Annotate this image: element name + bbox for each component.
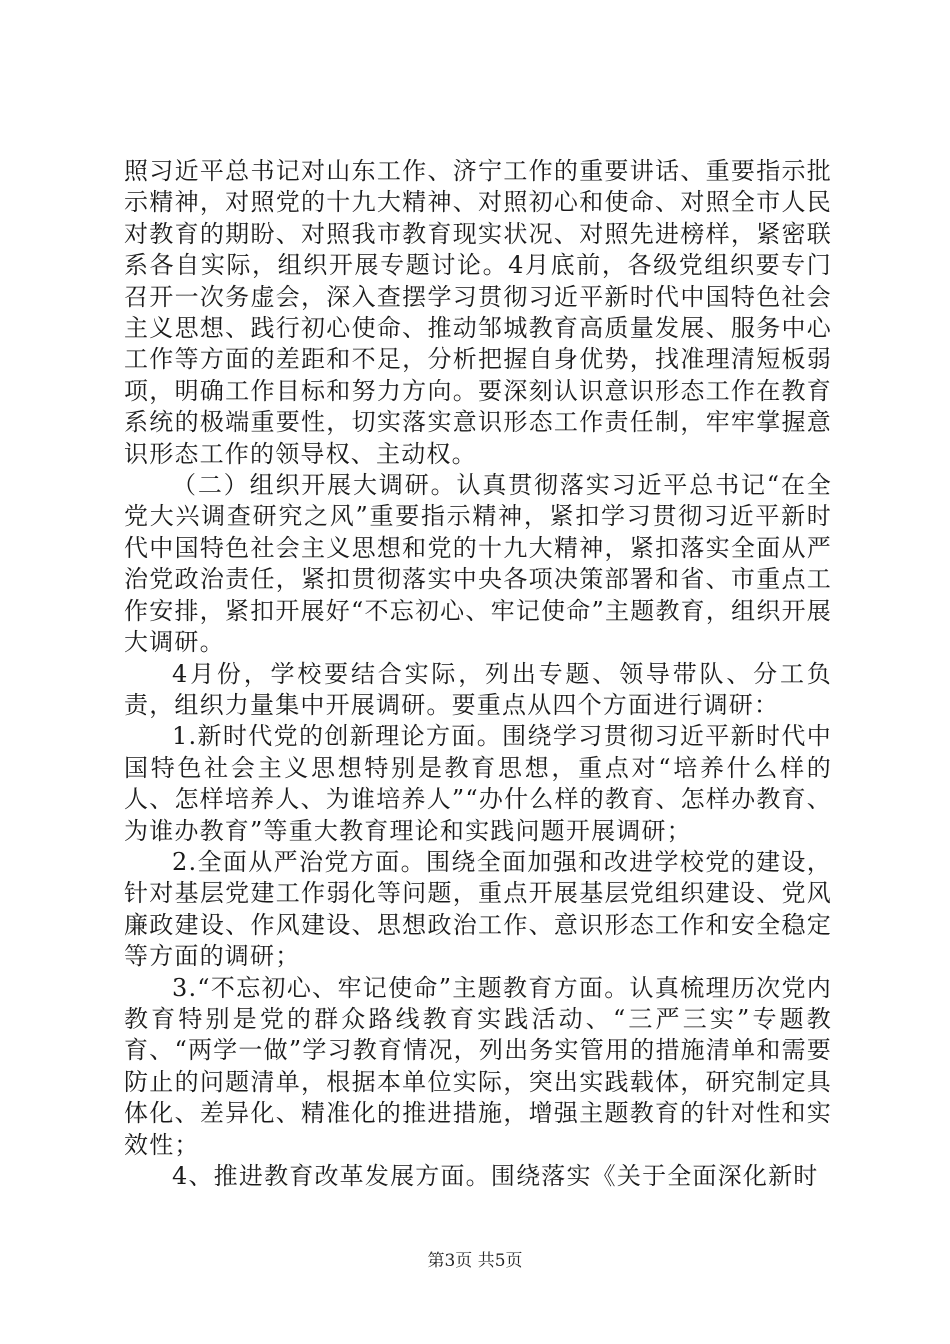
paragraph-section-two: （二）组织开展大调研。认真贯彻落实习近平总书记“在全党大兴调查研究之风”重要指示精神，紧扣学习贯彻习近平新时代中国特色社会主义思想和党的十九大精神，紧扣落实全面从严治党政治责任，紧扣贯彻落实中央各项决策部署和省、市重点工作安排，紧扣开展好“不忘初心、牢记使命”主题教育，组织开展大调研。 [124,471,832,657]
paragraph-item-3: 3.“不忘初心、牢记使命”主题教育方面。认真梳理历次党内教育特别是党的群众路线教育实践活动、“三严三实”专题教育、“两学一做”学习教育情况，列出务实管用的措施清单和需要防止的问题清单，根据本单位实际，突出实践载体，研究制定具体化、差异化、精准化的推进措施，增强主题教育的针对性和实效性； [124,973,832,1159]
paragraph-item-4: 4、推进教育改革发展方面。围绕落实《关于全面深化新时 [172,1162,819,1190]
document-body [124,156,832,1192]
page-footer: 第3页 共5页 [427,1251,523,1271]
paragraph-item-1: 1.新时代党的创新理论方面。围绕学习贯彻习近平新时代中国特色社会主义思想特别是教育思想，重点对“培养什么样的人、怎样培养人、为谁培养人”“办什么样的教育、怎样办教育、为谁办教育”等重大教育理论和实践问题开展调研； [124,722,832,845]
paragraph-item-2: 2.全面从严治党方面。围绕全面加强和改进学校党的建设，针对基层党建工作弱化等问题，重点开展基层党组织建设、党风廉政建设、作风建设、思想政治工作、意识形态工作和安全稳定等方面的调研； [124,847,832,971]
paragraph-continuation: 照习近平总书记对山东工作、济宁工作的重要讲话、重要指示批示精神，对照党的十九大精神、对照初心和使命、对照全市人民对教育的期盼、对照我市教育现实状况、对照先进榜样，紧密联系各自实际，组织开展专题讨论。4月底前，各级党组织要专门召开一次务虚会，深入查摆学习贯彻习近平新时代中国特色社会主义思想、践行初心使命、推动邹城教育高质量发展、服务中心工作等方面的差距和不足，分析把握自身优势，找准理清短板弱项，明确工作目标和努力方向。要深刻认识意识形态工作在教育系统的极端重要性，切实落实意识形态工作责任制，牢牢掌握意识形态工作的领导权、主动权。 [124,157,832,468]
paragraph-april: 4月份，学校要结合实际，列出专题、领导带队、分工负责，组织力量集中开展调研。要重点从四个方面进行调研： [124,659,832,719]
